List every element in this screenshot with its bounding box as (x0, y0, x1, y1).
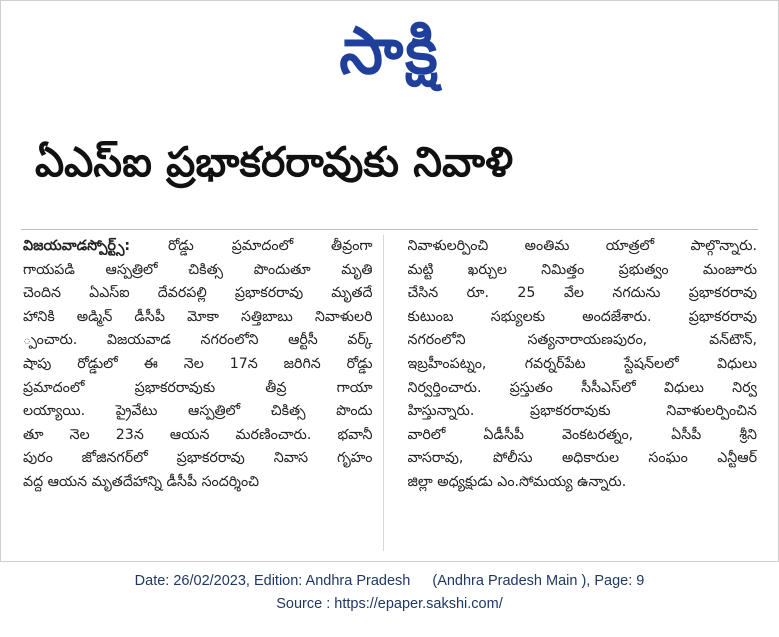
date-edition-text: Date: 26/02/2023, Edition: Andhra Pradesh (134, 573, 411, 589)
text-line: నగరంలోని సత్యనారాయణపురం, వన్‌టౌన్, (407, 332, 757, 349)
text-line: ఇబ్రహీంపట్నం, గవర్నర్‌పేట స్టేషన్‌లలో విధులు (407, 355, 757, 372)
footer-date-edition (0, 573, 779, 589)
section-page-text: (Andhra Pradesh Main ), Page: 9 (432, 573, 645, 589)
text-line: వాసరావు, పోలీసు అధికారుల సంఘం ఎన్టీఆర్ (407, 450, 757, 467)
text-line: జిల్లా అధ్యక్షుడు ఎం.సోమయ్య ఉన్నారు. (407, 473, 627, 490)
text-line: హిస్తున్నారు. ప్రభాకరరావుకు నివాళులర్పించిన (407, 403, 757, 420)
text-line: హానికి అడ్మిన్ డీసీపీ మోకా సత్తిబాబు నివాళులరి (23, 308, 373, 325)
text-line (23, 235, 373, 259)
footer-source (0, 596, 779, 612)
text-line: షాపు రోడ్డులో ఈ నెల 17న జరిగిన రోడ్డు (23, 355, 373, 372)
text-line: పురం జోజినగర్‌లో ప్రభాకరరావు నివాస గృహం (23, 450, 373, 467)
text-line: ్పంచారు. విజయవాడ నగరంలోని ఆర్టీసీ వర్క్ (23, 332, 373, 349)
article-column-left (23, 235, 384, 551)
text-line: నిర్వర్తించారు. ప్రస్తుతం సీసీఎస్‌లో విధులు నిర్వ (407, 379, 757, 396)
text-line: గాయపడి ఆస్పత్రిలో చికిత్స పొందుతూ మృతి (23, 261, 373, 278)
text-line: మట్టి ఖర్చుల నిమిత్తం ప్రభుత్వం మంజూరు (407, 261, 757, 278)
text-line: వద్ద ఆయన మృతదేహాన్ని డీసీపీ సందర్శించి (23, 473, 260, 490)
sakshi-logo: సాక్షి (339, 12, 440, 89)
text-line: వారిలో ఏడీసీపీ వెంకటరత్నం, ఏసీపీ శ్రీని (407, 426, 757, 443)
divider (21, 229, 758, 230)
article-column-right (408, 235, 758, 551)
text-fragment: రోడ్డు ప్రమాదంలో తీవ్రంగా (130, 238, 373, 254)
text-line: ప్రమాదంలో ప్రభాకరరావుకు తీవ్ర గాయా (23, 379, 373, 396)
text-line: కుటుంబ సభ్యులకు అందజేశారు. ప్రభాకరరావు (407, 308, 757, 325)
text-line: లయ్యాయి. ప్రైవేటు ఆస్పత్రిలో చికిత్స పొందు (23, 403, 373, 420)
text-line: నివాళులర్పించి అంతిమ యాత్రలో పాల్గొన్నారు. (407, 238, 757, 254)
dateline: విజయవాడస్పోర్ట్స్: (23, 238, 131, 254)
text-line: తూ నెల 23న ఆయన మరణించారు. భవానీ (23, 426, 373, 443)
masthead (1, 1, 778, 101)
source-text: Source : https://epaper.sakshi.com/ (276, 596, 503, 612)
article-body (23, 235, 757, 551)
text-line: చేసిన రూ. 25 వేల నగదును ప్రభాకరరావు (407, 285, 757, 302)
text-line: చెందిన ఏఎస్‌ఐ దేవరపల్లి ప్రభాకరరావు మృతదే (23, 285, 373, 302)
article-headline: ఏఎస్‌ఐ ప్రభాకరరావుకు నివాళి (35, 138, 514, 186)
